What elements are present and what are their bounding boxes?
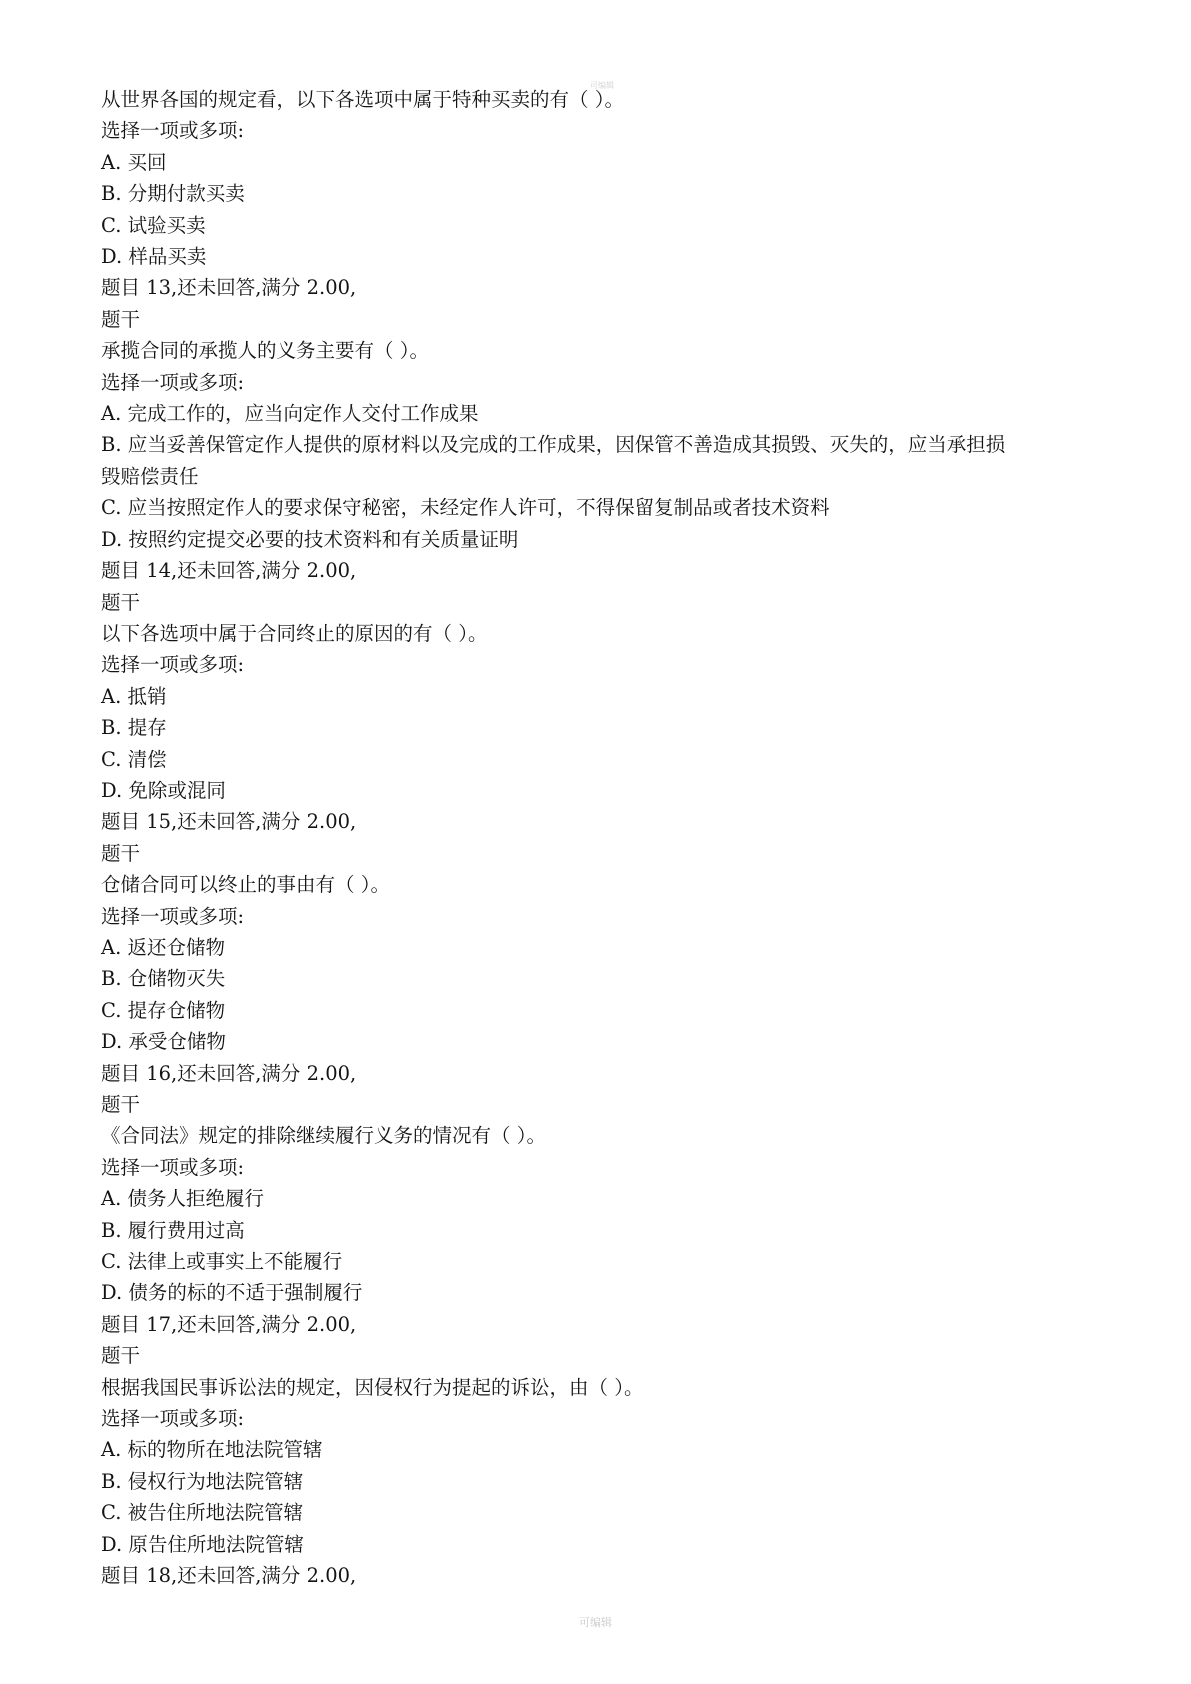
question-status: 题目 13,还未回答,满分 2.00, <box>101 276 357 300</box>
option-c: C. 提存仓储物 <box>101 998 226 1022</box>
choice-instruction: 选择一项或多项: <box>101 653 245 677</box>
question-stem: 承揽合同的承揽人的义务主要有（ ）。 <box>101 339 429 363</box>
question-label: 题干 <box>101 1093 141 1116</box>
question-status: 题目 18,还未回答,满分 2.00, <box>101 1564 357 1588</box>
question-label: 题干 <box>101 307 141 331</box>
choice-instruction: 选择一项或多项: <box>101 119 245 143</box>
choice-instruction: 选择一项或多项: <box>101 1407 245 1431</box>
question-status: 题目 15,还未回答,满分 2.00, <box>101 810 357 834</box>
header-watermark: 可编辑 <box>590 81 614 90</box>
choice-instruction: 选择一项或多项: <box>101 904 245 928</box>
document-body <box>101 84 1111 1592</box>
option-d: D. 按照约定提交必要的技术资料和有关质量证明 <box>101 527 519 551</box>
question-label: 题干 <box>101 841 141 865</box>
option-b: B. 侵权行为地法院管辖 <box>101 1469 304 1493</box>
choice-instruction: 选择一项或多项: <box>101 370 245 394</box>
option-c: C. 法律上或事实上不能履行 <box>101 1250 343 1274</box>
option-d: D. 免除或混同 <box>101 778 226 802</box>
option-b: B. 提存 <box>101 716 167 740</box>
question-stem: 根据我国民事诉讼法的规定，因侵权行为提起的诉讼，由（ ）。 <box>101 1375 644 1399</box>
option-b: B. 仓储物灭失 <box>101 967 226 991</box>
option-c: C. 试验买卖 <box>101 213 206 237</box>
question-status: 题目 16,还未回答,满分 2.00, <box>101 1061 357 1085</box>
choice-instruction: 选择一项或多项: <box>101 1155 245 1179</box>
question-label: 题干 <box>101 1344 141 1368</box>
option-d: D. 承受仓储物 <box>101 1030 226 1054</box>
option-d: D. 样品买卖 <box>101 245 207 269</box>
option-a: A. 完成工作的，应当向定作人交付工作成果 <box>101 402 479 426</box>
option-d: D. 原告住所地法院管辖 <box>101 1532 304 1556</box>
option-b: B. 分期付款买卖 <box>101 182 245 206</box>
option-d: D. 债务的标的不适于强制履行 <box>101 1281 363 1305</box>
option-a: A. 债务人拒绝履行 <box>101 1187 264 1211</box>
question-stem: 仓储合同可以终止的事由有（ ）。 <box>101 873 390 897</box>
option-c: C. 清偿 <box>101 747 167 771</box>
option-c: C. 被告住所地法院管辖 <box>101 1501 304 1525</box>
question-label: 题干 <box>101 590 141 614</box>
option-b: B. 履行费用过高 <box>101 1218 245 1242</box>
option-b: B. 应当妥善保管定作人提供的原材料以及完成的工作成果，因保管不善造成其损毁、灭失的，应当承担损 <box>101 433 1006 457</box>
question-status: 题目 14,还未回答,满分 2.00, <box>101 559 357 583</box>
question-stem: 《合同法》规定的排除继续履行义务的情况有（ ）。 <box>101 1124 546 1148</box>
question-stem: 从世界各国的规定看，以下各选项中属于特种买卖的有（ ）。 <box>101 88 624 111</box>
question-status: 题目 17,还未回答,满分 2.00, <box>101 1312 357 1336</box>
option-a: A. 买回 <box>101 150 167 174</box>
option-a: A. 抵销 <box>101 684 167 708</box>
option-c: C. 应当按照定作人的要求保守秘密，未经定作人许可，不得保留复制品或者技术资料 <box>101 496 830 520</box>
option-a: A. 标的物所在地法院管辖 <box>101 1438 323 1462</box>
footer-watermark: 可编辑 <box>579 1616 612 1629</box>
question-stem: 以下各选项中属于合同终止的原因的有（ ）。 <box>101 621 488 645</box>
option-a: A. 返还仓储物 <box>101 935 225 959</box>
option-b-continued: 毁赔偿责任 <box>101 464 199 488</box>
